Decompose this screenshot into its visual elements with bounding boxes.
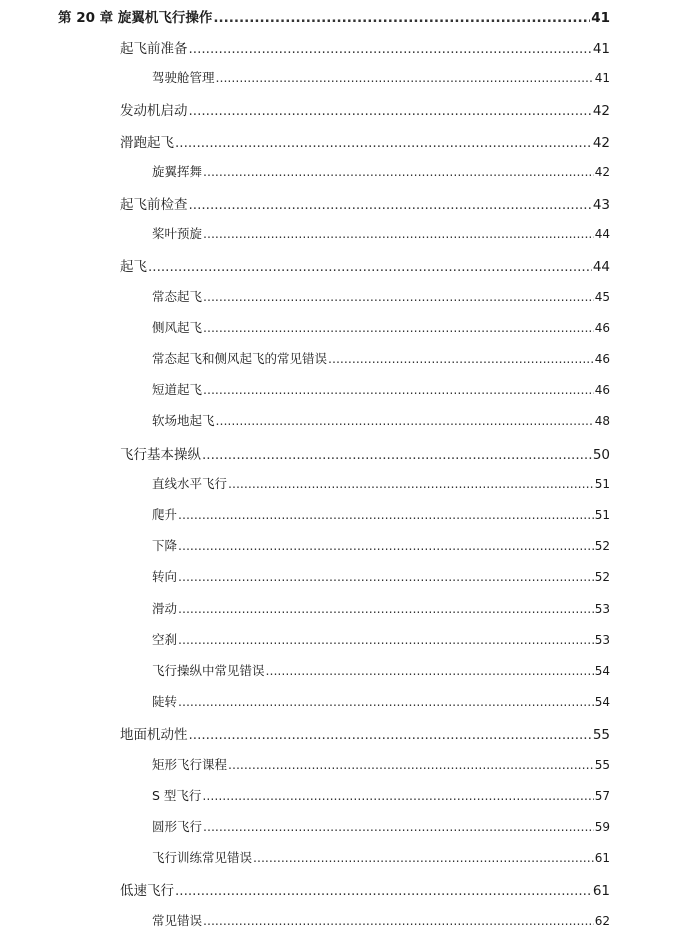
toc-entry-label: 低速飞行	[120, 883, 174, 900]
dot-leader	[189, 103, 592, 119]
dot-leader	[202, 788, 593, 803]
toc-entry[interactable]	[152, 536, 610, 554]
toc-entry-page: 46	[594, 383, 610, 398]
dot-leader	[203, 226, 594, 241]
toc-entry[interactable]	[152, 911, 610, 929]
toc-entry-label: 常态起飞	[152, 288, 203, 304]
toc-entry-page: 57	[594, 788, 610, 803]
toc-entry[interactable]	[120, 723, 610, 743]
toc-entry-label: 圆形飞行	[152, 819, 203, 834]
dot-leader	[175, 135, 592, 151]
dot-leader	[178, 601, 594, 616]
toc-entry-page: 46	[594, 320, 610, 335]
toc-entry[interactable]	[152, 599, 610, 617]
toc-entry-label: 第 20 章 旋翼机飞行操作	[58, 10, 213, 26]
toc-entry-page: 54	[594, 664, 610, 678]
dot-leader	[203, 913, 594, 928]
toc-entry[interactable]	[120, 879, 610, 899]
toc-entry[interactable]	[120, 443, 610, 463]
dot-leader	[203, 320, 594, 335]
toc-entry-label: 飞行基本操纵	[120, 446, 201, 463]
toc-entry[interactable]	[152, 318, 610, 336]
toc-entry-label: 发动机启动	[120, 103, 188, 120]
toc-entry-page: 42	[592, 103, 610, 120]
toc-entry-label: 矩形飞行课程	[152, 756, 228, 772]
dot-leader	[328, 351, 594, 366]
toc-entry-page: 44	[594, 227, 610, 242]
toc-entry[interactable]	[152, 786, 610, 804]
toc-entry-page: 50	[592, 446, 610, 463]
toc-entry[interactable]	[120, 193, 610, 213]
dot-leader	[216, 413, 594, 428]
toc-entry-label: 起飞	[120, 259, 147, 276]
toc-entry-label: 短道起飞	[152, 382, 203, 398]
dot-leader	[189, 197, 592, 213]
toc-entry-label: 地面机动性	[120, 727, 188, 744]
toc-entry[interactable]	[152, 287, 610, 305]
toc-entry-page: 62	[594, 913, 610, 928]
toc-entry-page: 51	[594, 476, 610, 491]
toc-entry-page: 42	[592, 134, 610, 151]
toc-entry-label: 侧风起飞	[152, 319, 203, 335]
toc-entry-page: 41	[592, 41, 610, 57]
dot-leader	[266, 663, 594, 678]
toc-entry-label: 直线水平飞行	[152, 475, 228, 491]
toc-entry-page: 43	[592, 197, 610, 213]
dot-leader	[175, 883, 592, 899]
toc-entry-page: 55	[592, 727, 610, 744]
toc-entry-page: 41	[594, 71, 610, 86]
dot-leader	[178, 569, 594, 584]
toc-entry-page: 46	[594, 352, 610, 366]
dot-leader	[178, 632, 594, 647]
dot-leader	[203, 289, 594, 304]
toc-entry[interactable]	[152, 755, 610, 773]
toc-entry[interactable]	[152, 817, 610, 835]
dot-leader	[178, 507, 594, 522]
toc-entry-label: 软场地起飞	[152, 413, 215, 429]
toc-entry-label: 飞行训练常见错误	[152, 850, 253, 866]
toc-entry-page: 54	[594, 695, 610, 710]
dot-leader	[203, 382, 594, 397]
toc-entry[interactable]	[152, 848, 610, 866]
dot-leader	[213, 10, 590, 26]
toc-entry-page: 61	[594, 851, 610, 866]
dot-leader	[216, 70, 594, 85]
dot-leader	[253, 850, 594, 865]
toc-entry-label: 滑动	[152, 600, 178, 616]
toc-entry[interactable]	[152, 474, 610, 492]
dot-leader	[202, 447, 592, 463]
dot-leader	[178, 538, 594, 553]
toc-entry-page: 42	[594, 164, 610, 179]
dot-leader	[228, 476, 594, 491]
toc-entry-label: 桨叶预旋	[152, 226, 203, 242]
toc-entry-label: 旋翼挥舞	[152, 163, 203, 179]
dot-leader	[178, 694, 594, 709]
toc-entry[interactable]	[152, 505, 610, 523]
toc-entry-label: 转向	[152, 569, 178, 585]
dot-leader	[203, 164, 594, 179]
toc-entry-page: 44	[592, 259, 610, 276]
toc-entry[interactable]	[152, 349, 610, 367]
toc-entry-page: 45	[594, 289, 610, 304]
toc-entry-page: 48	[594, 414, 610, 429]
toc-entry[interactable]	[152, 692, 610, 710]
toc-entry[interactable]	[152, 567, 610, 585]
dot-leader	[148, 259, 592, 275]
toc-entry-page: 61	[592, 883, 610, 900]
toc-entry[interactable]	[120, 255, 610, 275]
toc-entry[interactable]	[152, 411, 610, 429]
toc-entry-label: 起飞前检查	[120, 197, 188, 213]
toc-entry-label: 空刹	[152, 631, 178, 647]
dot-leader	[228, 757, 594, 772]
toc-entry-page: 51	[594, 508, 610, 522]
toc-entry-page: 59	[594, 820, 610, 834]
toc-entry-label: 常见错误	[152, 912, 203, 928]
toc-entry[interactable]	[120, 99, 610, 119]
toc-entry[interactable]	[152, 380, 610, 398]
toc-entry-label: 爬升	[152, 507, 178, 522]
toc-entry-page: 52	[594, 539, 610, 554]
toc-chapter-entry[interactable]	[58, 6, 610, 26]
toc-entry[interactable]	[152, 630, 610, 648]
toc-entry-label: 飞行操纵中常见错误	[152, 663, 265, 678]
dot-leader	[189, 41, 592, 57]
toc-entry-label: 驾驶舱管理	[152, 70, 215, 86]
toc-entry-label: 下降	[152, 538, 178, 554]
toc-entry-label: S 型飞行	[152, 787, 202, 803]
toc-entry[interactable]	[120, 37, 610, 57]
toc-entry-label: 陡转	[152, 694, 178, 710]
toc-entry[interactable]	[152, 162, 610, 180]
toc-entry[interactable]	[120, 131, 610, 151]
dot-leader	[203, 819, 594, 834]
toc-entry[interactable]	[152, 68, 610, 86]
toc-entry-page: 41	[591, 10, 610, 26]
dot-leader	[189, 727, 592, 743]
toc-entry-label: 起飞前准备	[120, 41, 188, 57]
toc-entry-page: 53	[594, 601, 610, 616]
toc-entry[interactable]	[152, 224, 610, 242]
toc-entry-page: 53	[594, 632, 610, 647]
toc-entry-page: 55	[594, 757, 610, 772]
toc-entry-label: 常态起飞和侧风起飞的常见错误	[152, 351, 328, 366]
toc-entry-label: 滑跑起飞	[120, 134, 174, 151]
toc-entry[interactable]	[152, 661, 610, 679]
toc-entry-page: 52	[594, 570, 610, 585]
